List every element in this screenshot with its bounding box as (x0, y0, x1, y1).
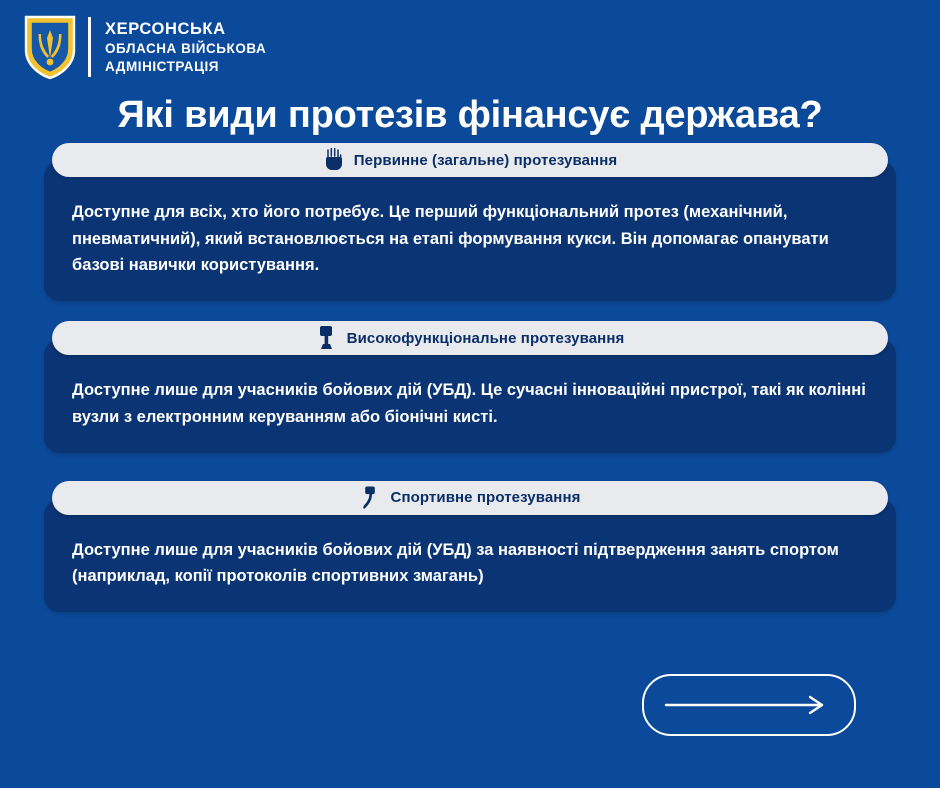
list-item (44, 151, 896, 301)
card-body-text: Доступне для всіх, хто його потребує. Це перший функціональний протез (механічний, пневматичний), який встановлюється на етапі формування кукси. Він допомагає опанувати базові навички користування. (44, 161, 896, 301)
organisation-line-1: ХЕРСОНСЬКА (105, 20, 226, 39)
organisation-line-3: АДМІНІСТРАЦІЯ (105, 58, 220, 74)
sport-prosthetic-blade-icon (360, 485, 382, 511)
list-item (44, 329, 896, 452)
page-title: Які види протезів фінансує держава? (117, 94, 823, 136)
card-body-text: Доступне лише для учасників бойових дій (УБД) за наявності підтвердження занять спортом (наприклад, копії протоколів спортивних змагань) (44, 499, 896, 612)
organisation-name (105, 19, 266, 75)
list-item (44, 489, 896, 612)
card-heading-pill (52, 321, 888, 355)
header-divider (88, 17, 91, 77)
card-heading-pill (52, 143, 888, 177)
organisation-line-2: ОБЛАСНА ВІЙСЬКОВА (105, 41, 267, 57)
card-heading-label: Спортивне протезування (390, 489, 581, 507)
next-slide-button[interactable] (642, 674, 856, 736)
prosthetic-hand-icon (323, 147, 345, 173)
arrow-right-icon (664, 694, 834, 716)
card-heading-label: Високофункціональне протезування (346, 329, 625, 347)
card-heading-label: Первинне (загальне) протезування (353, 151, 618, 169)
card-heading-pill (52, 481, 888, 515)
card-body-text: Доступне лише для учасників бойових дій (УБД). Це сучасні інноваційні пристрої, такі як колінні вузли з електронним керуванням або біонічні кисті. (44, 339, 896, 452)
kherson-oblast-coat-of-arms-icon (22, 14, 78, 80)
prosthetic-leg-icon (316, 325, 338, 351)
prosthetics-types-list (44, 151, 896, 612)
page-header (0, 0, 940, 78)
